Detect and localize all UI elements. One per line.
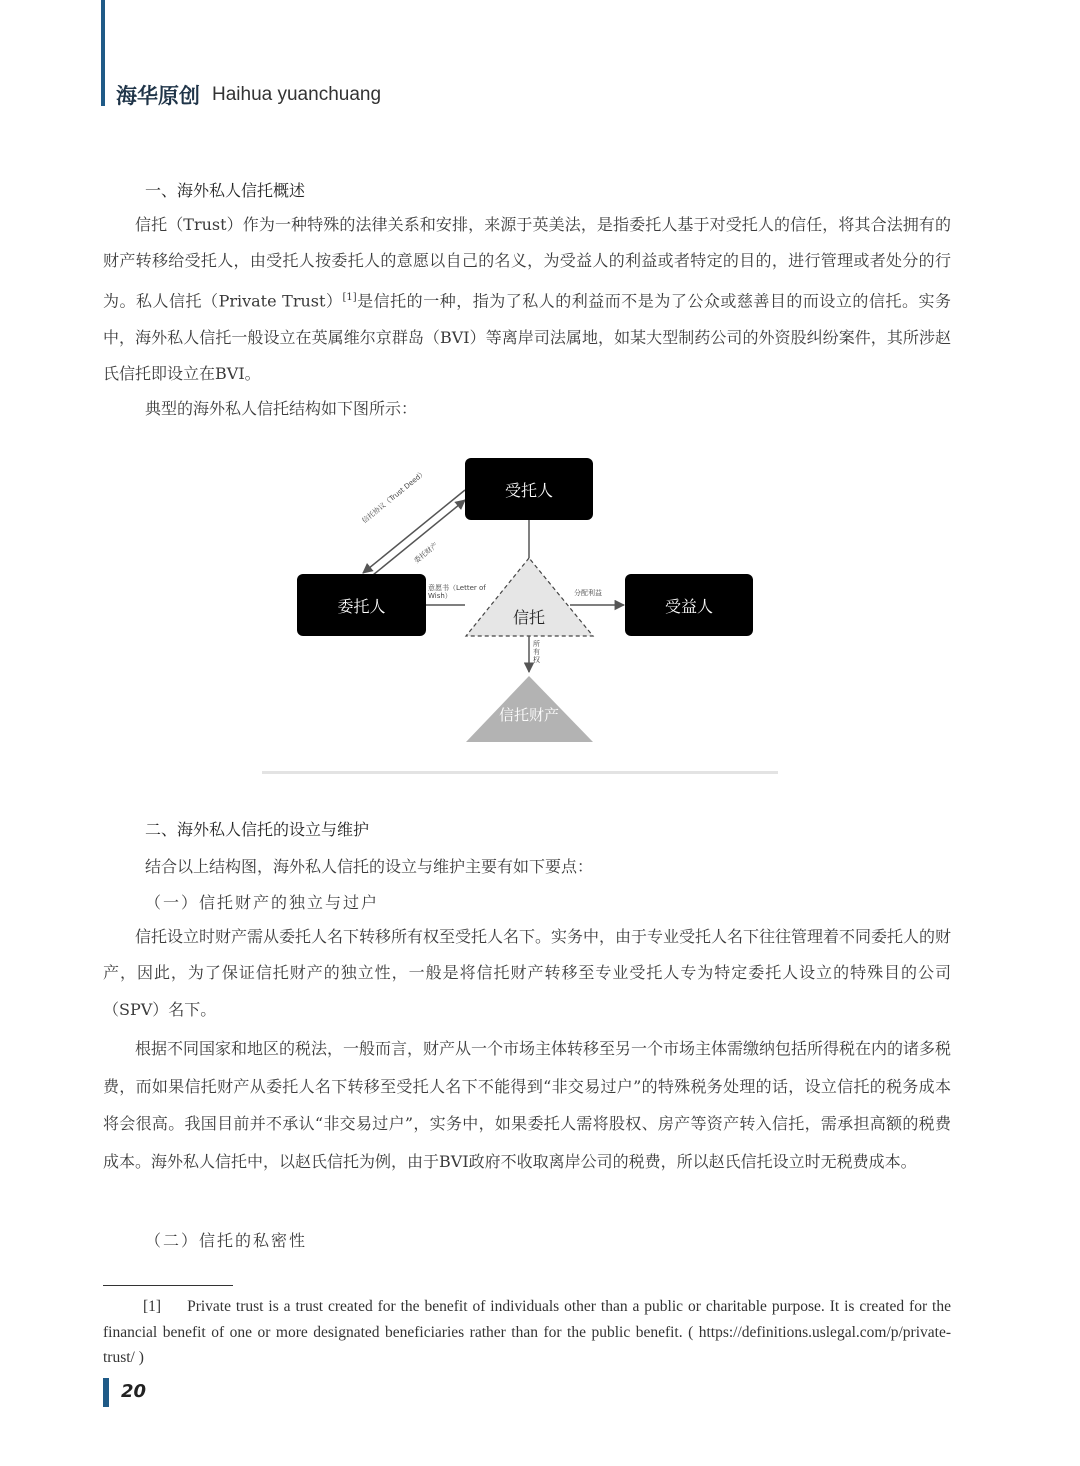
diagram-divider — [262, 771, 778, 774]
header-accent-bar — [101, 0, 105, 106]
beneficiary-node: 受益人 — [625, 574, 753, 636]
entrust-property-label: 委托财产 — [412, 541, 440, 565]
tax-paragraph: 根据不同国家和地区的税法，一般而言，财产从一个市场主体转移至另一个市场主体需缴纳包括所得税在内的诸多税费，而如果信托财产从委托人名下转移至受托人名下不能得到“非交易过户”的特殊税务处理的话，设立信托的税务成本将会很高。我国目前并不承认“非交易过户”，实务中，如果委托人需将股权、房产等资产转入信托，需承担高额的税费成本。海外私人信托中，以赵氏信托为例，由于BVI政府不收取离岸公司的税费，所以赵氏信托设立时无税费成本。 — [103, 1039, 952, 1171]
trust-property-label: 信托财产 — [498, 706, 559, 724]
section1-paragraph — [103, 207, 951, 392]
section2-intro: 结合以上结构图，海外私人信托的设立与维护主要有如下要点： — [145, 857, 594, 876]
ownership-label: 所有权 — [533, 640, 540, 664]
subheading-independence: （一）信托财产的独立与过户 — [145, 893, 380, 912]
independence-paragraph: 信托设立时财产需从委托人名下转移所有权至受托人名下。实务中，由于专业受托人名下往往管理着不同委托人的财产，因此，为了保证信托财产的独立性，一般是将信托财产转移至专业受托人专为特定委托人设立的特殊目的公司（SPV）名下。 — [103, 927, 952, 1019]
page-number-bar — [103, 1378, 109, 1407]
section1-paragraph-part-a: 信托（Trust）作为一种特殊的法律关系和安排，来源于英美法，是指委托人基于对受托人的信任，将其合法拥有的财产转移给受托人，由受托人按委托人的意愿以自己的名义，为受益人的利益或者特定的目的，进行管理或者处分的行为。私人信托（Private Trust） — [103, 215, 951, 311]
footnote-mark: [1] — [143, 1298, 162, 1315]
diagram-intro: 典型的海外私人信托结构如下图所示： — [145, 399, 418, 418]
header-subtitle: Haihua yuanchuang — [212, 84, 382, 105]
page-number: 20 — [121, 1381, 147, 1402]
trust-structure-diagram — [260, 450, 780, 780]
settlor-node: 委托人 — [297, 574, 426, 636]
trust-deed-label: 信托协议（Trust Deed） — [360, 468, 428, 525]
section2-heading: 二、海外私人信托的设立与维护 — [145, 820, 370, 839]
trust-label: 信托 — [512, 608, 545, 627]
footnote-text: Private trust is a trust created for the benefit of individuals other than a public or charitable purpose. It is created for the financial benefit of one or more designated beneficiaries rather than for the public benefit. ( https://definitions.uslegal.com/p/private-trust/ ) — [103, 1298, 951, 1366]
letter-of-wish-label: 意愿书（Letter of Wish） — [428, 584, 486, 600]
footnote-reference[interactable]: [1] — [342, 291, 357, 303]
trustee-node: 受托人 — [465, 458, 593, 520]
subheading-privacy: （二）信托的私密性 — [145, 1231, 308, 1250]
footnote — [103, 1294, 951, 1371]
header-title: 海华原创 — [116, 84, 200, 108]
distribute-label: 分配利益 — [574, 589, 602, 597]
footnote-divider — [103, 1285, 233, 1286]
section1-paragraph-part-b: 是信托的一种，指为了私人的利益而不是为了公众或慈善目的而设立的信托。实务中，海外私人信托一般设立在英属维尔京群岛（BVI）等离岸司法属地，如某大型制药公司的外资股纠纷案件，其所涉赵氏信托即设立在BVI。 — [103, 291, 951, 383]
section1-heading: 一、海外私人信托概述 — [145, 181, 306, 200]
